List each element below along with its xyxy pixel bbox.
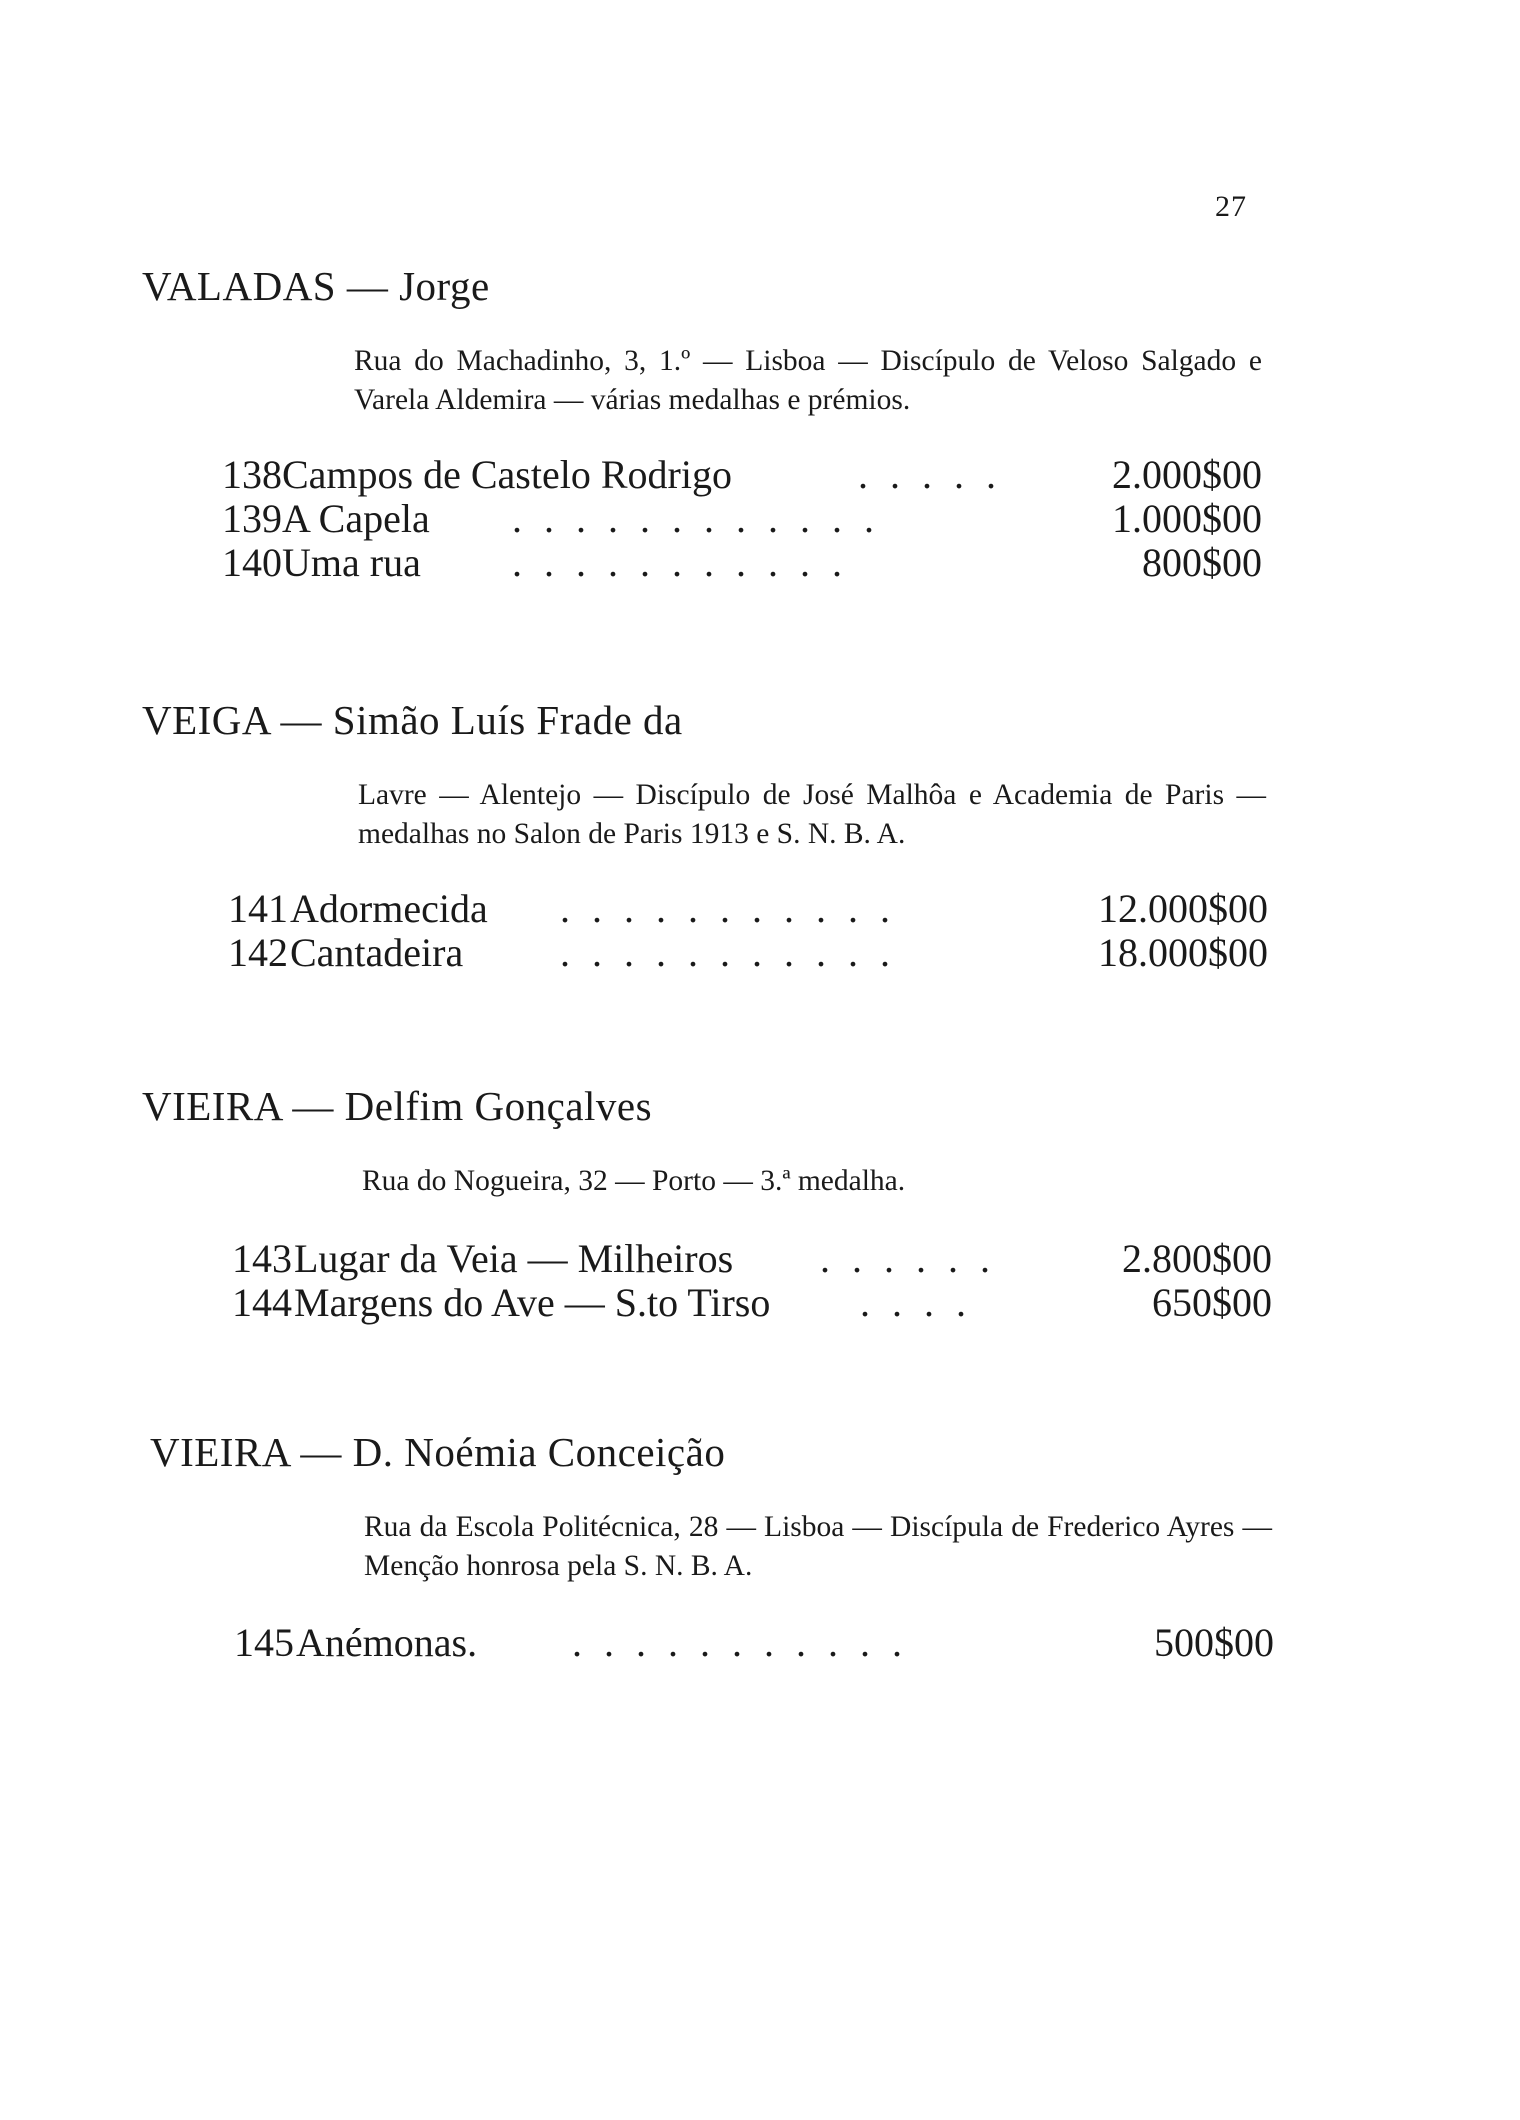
- work-price: 18.000$00: [1098, 930, 1268, 975]
- page-number: 27: [1215, 190, 1247, 223]
- artist-info: Rua da Escola Politécnica, 28 — Lisboa — Discípula de Frederico Ayres — Menção honrosa pela S. N. B. A.: [364, 1511, 1272, 1582]
- work-price: 2.000$00: [1112, 452, 1262, 497]
- work-title: Uma rua: [282, 540, 421, 585]
- work-price: 2.800$00: [1122, 1236, 1272, 1281]
- dot-leader: . . . . . .: [820, 1236, 996, 1281]
- artist-info: Rua do Machadinho, 3, 1.º — Lisboa — Discípulo de Veloso Salgado e Varela Aldemira — várias medalhas e prémios.: [354, 345, 1262, 416]
- work-number: 139: [222, 496, 282, 541]
- work-title: Adormecida: [290, 886, 488, 931]
- work-price: 12.000$00: [1098, 886, 1268, 931]
- work-price: 650$00: [1152, 1280, 1272, 1325]
- dot-leader: . . . . .: [858, 452, 1002, 497]
- work-title: Anémonas.: [296, 1620, 478, 1665]
- work-number: 145: [234, 1620, 294, 1665]
- dot-leader: . . . . . . . . . . .: [560, 930, 896, 975]
- work-number: 144: [232, 1280, 292, 1325]
- artist-name: VIEIRA — Delfim Gonçalves: [142, 1083, 653, 1129]
- work-title: Campos de Castelo Rodrigo: [282, 452, 732, 497]
- work-price: 800$00: [1142, 540, 1262, 585]
- artist-name: VALADAS — Jorge: [142, 263, 490, 309]
- dot-leader: . . . .: [860, 1280, 972, 1325]
- work-entry: [222, 496, 1262, 542]
- work-number: 140: [222, 540, 282, 585]
- work-title: A Capela: [282, 496, 430, 541]
- dot-leader: . . . . . . . . . . . .: [512, 496, 880, 541]
- work-price: 500$00: [1154, 1620, 1274, 1665]
- work-entry: [222, 540, 1262, 586]
- dot-leader: . . . . . . . . . . .: [560, 886, 896, 931]
- work-title: Lugar da Veia — Milheiros: [294, 1236, 734, 1281]
- dot-leader: . . . . . . . . . . .: [512, 540, 848, 585]
- work-number: 142: [228, 930, 288, 975]
- artist-info: Lavre — Alentejo — Discípulo de José Malhôa e Academia de Paris — medalhas no Salon de Paris 1913 e S. N. B. A.: [358, 779, 1266, 850]
- artist-name: VEIGA — Simão Luís Frade da: [142, 697, 683, 743]
- work-price: 1.000$00: [1112, 496, 1262, 541]
- artist-name: VIEIRA — D. Noémia Conceição: [150, 1429, 726, 1475]
- work-title: Cantadeira: [290, 930, 464, 975]
- work-entry: [228, 930, 1268, 976]
- work-entry: [232, 1280, 1272, 1326]
- work-entry: [222, 452, 1262, 498]
- work-number: 138: [222, 452, 282, 497]
- work-title: Margens do Ave — S.to Tirso: [294, 1280, 771, 1325]
- work-number: 143: [232, 1236, 292, 1281]
- artist-info: Rua do Nogueira, 32 — Porto — 3.ª medalha.: [362, 1165, 906, 1197]
- work-entry: [232, 1236, 1272, 1282]
- work-entry: [234, 1620, 1274, 1666]
- work-entry: [228, 886, 1268, 932]
- dot-leader: . . . . . . . . . . .: [572, 1620, 908, 1665]
- work-number: 141: [228, 886, 288, 931]
